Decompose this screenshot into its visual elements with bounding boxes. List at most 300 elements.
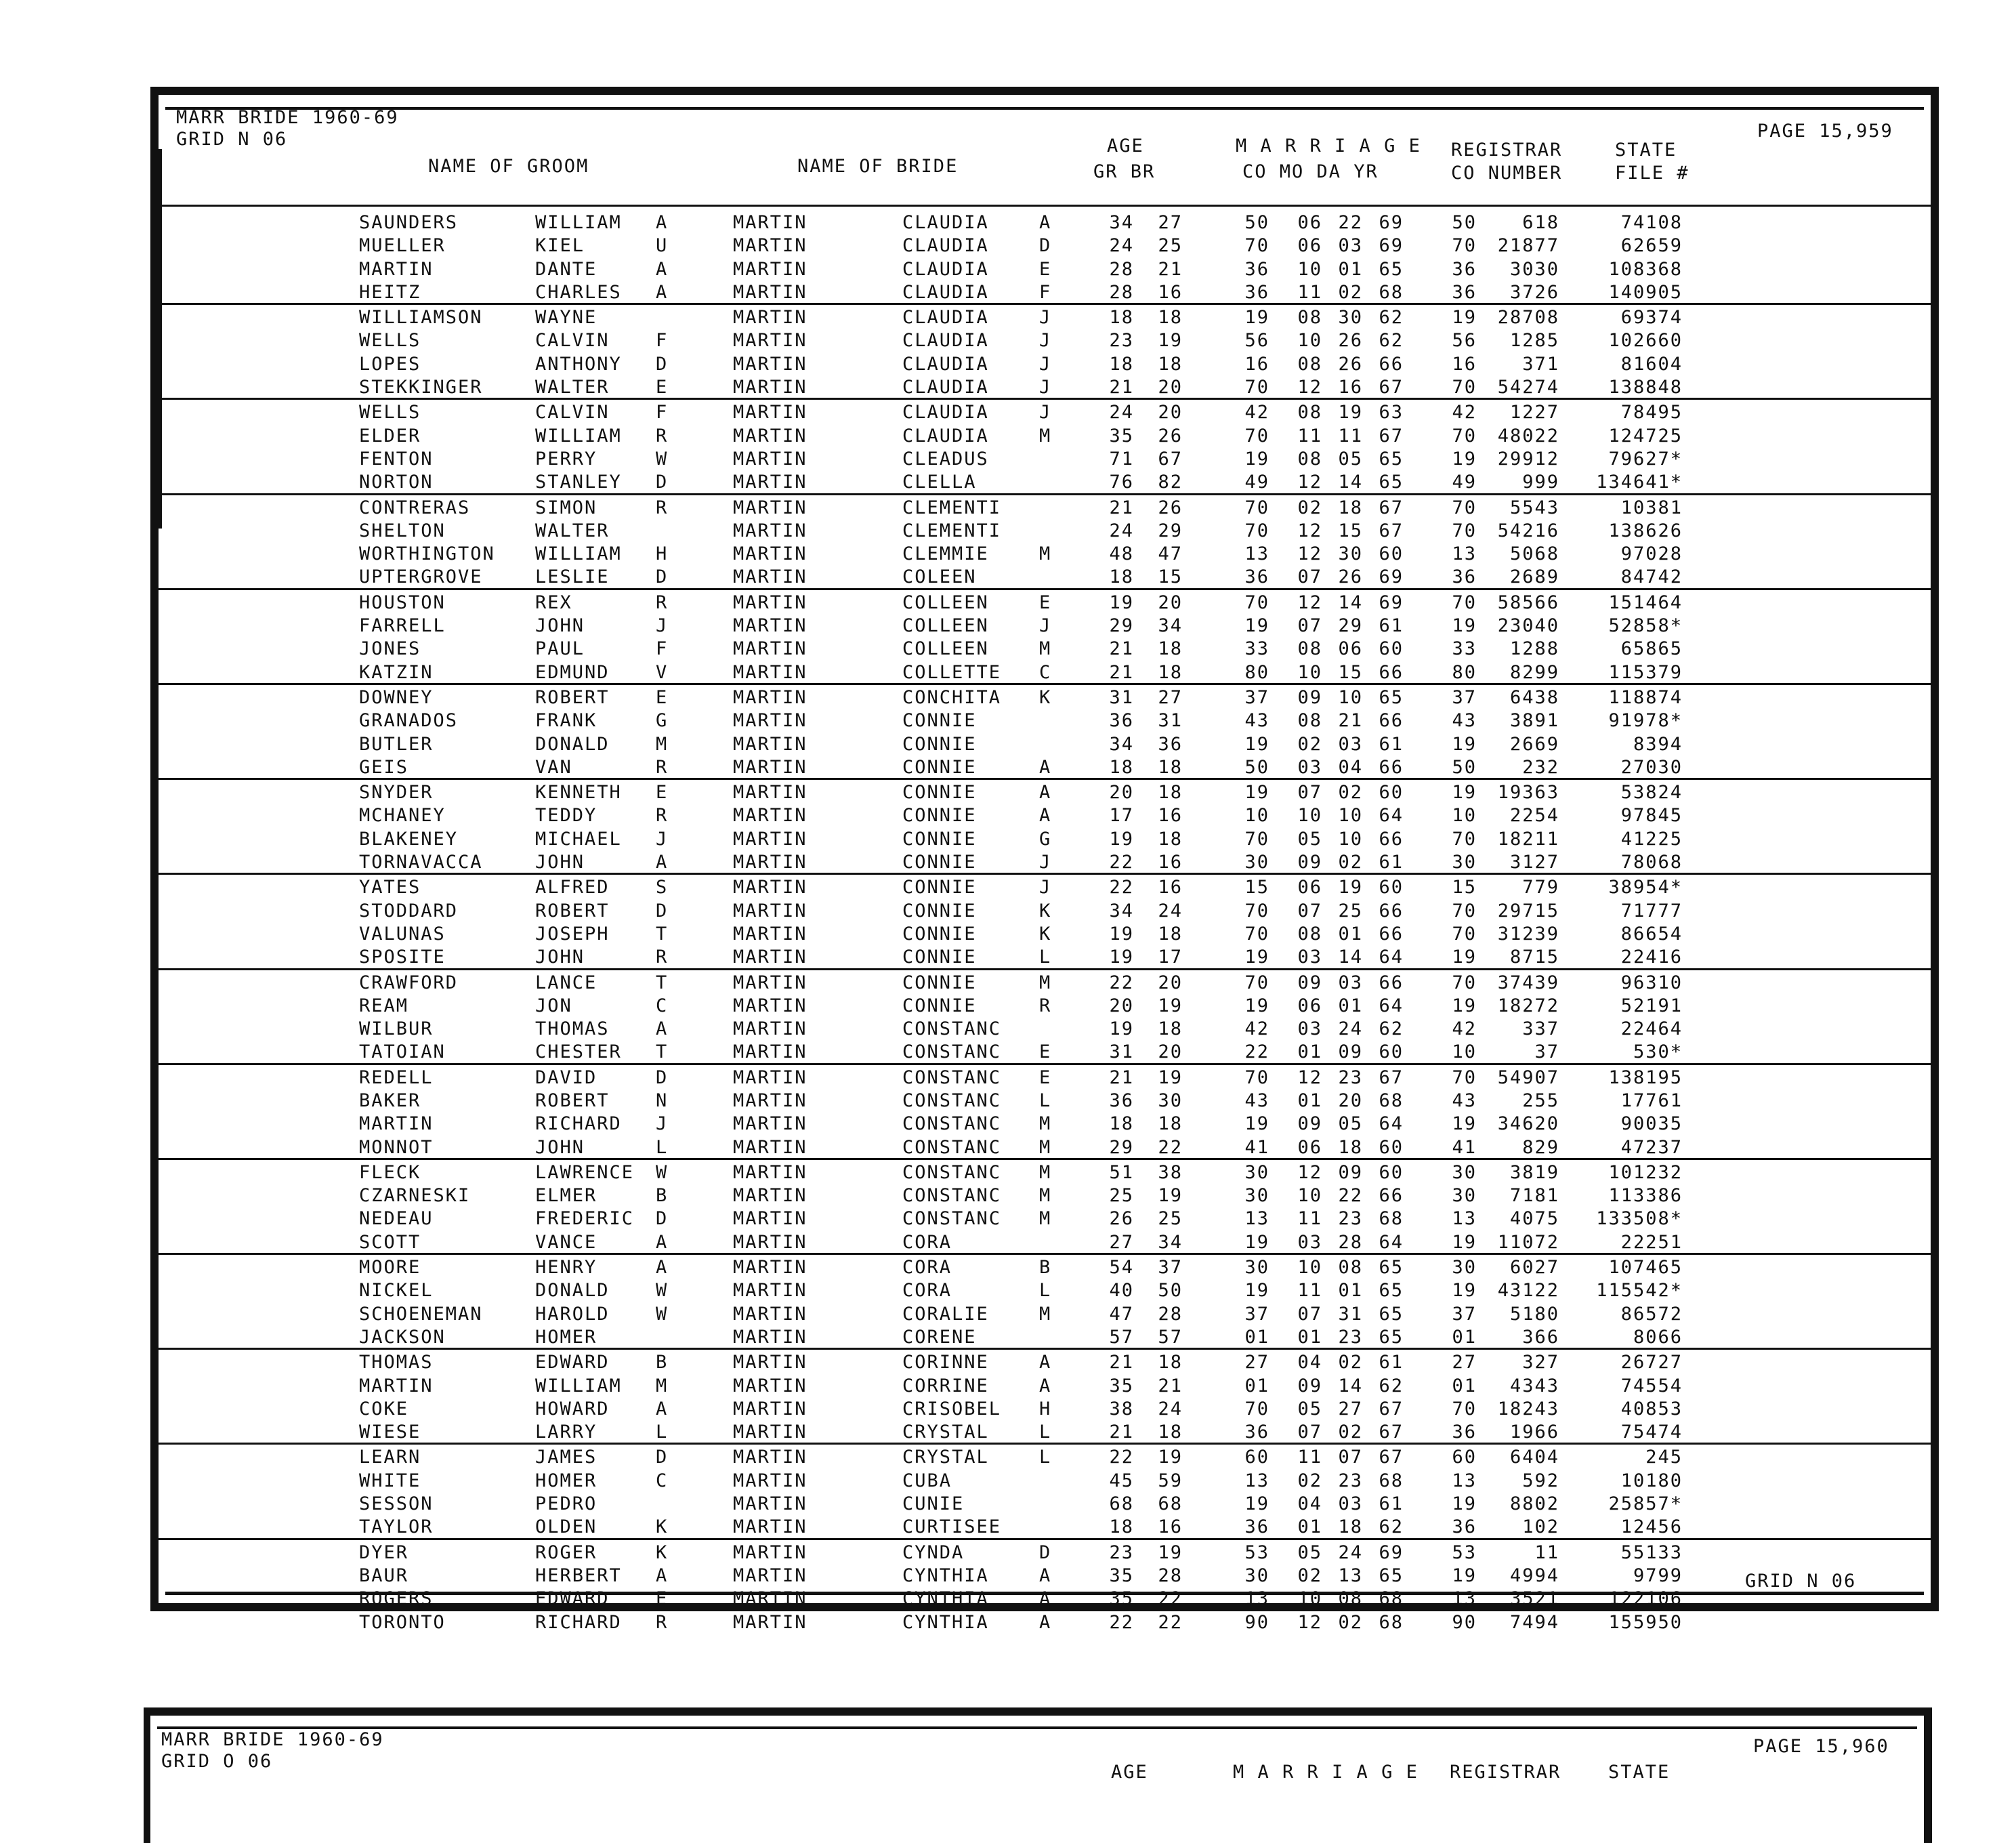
table-row	[159, 1183, 1931, 1206]
marriage-year: 64	[1379, 1231, 1404, 1253]
marriage-month: 07	[1297, 900, 1322, 922]
table-row	[159, 564, 1931, 587]
registrar-county: 70	[1452, 425, 1477, 447]
groom-middle-initial: R	[656, 756, 669, 778]
bride-surname: MARTIN	[733, 1113, 807, 1135]
groom-age: 21	[1109, 497, 1134, 518]
marriage-day: 01	[1338, 258, 1363, 280]
registrar-number: 34620	[1497, 1113, 1559, 1135]
bride-age: 18	[1158, 307, 1183, 329]
marriage-day: 18	[1338, 1516, 1363, 1538]
marriage-month: 03	[1297, 947, 1322, 968]
marriage-day: 20	[1338, 1090, 1363, 1111]
groom-middle-initial: W	[656, 1280, 669, 1302]
registrar-number: 11072	[1497, 1231, 1559, 1253]
registrar-county: 19	[1452, 995, 1477, 1016]
groom-surname: SNYDER	[359, 782, 434, 804]
state-file-number: 155950	[1608, 1611, 1683, 1633]
marriage-month: 10	[1297, 1257, 1322, 1279]
bride-surname: MARTIN	[733, 1516, 807, 1538]
bride-first-name: CORA	[902, 1280, 952, 1302]
table-row	[159, 1538, 1931, 1563]
groom-first-name: DONALD	[535, 1280, 610, 1302]
state-file-number: 27030	[1620, 756, 1683, 778]
groom-middle-initial: E	[656, 782, 669, 804]
table-row	[159, 968, 1931, 993]
groom-age: 20	[1109, 995, 1134, 1016]
bride-surname: MARTIN	[733, 852, 807, 873]
bride-middle-initial: A	[1039, 782, 1052, 804]
marriage-county: 37	[1244, 686, 1269, 708]
registrar-county: 30	[1452, 1161, 1477, 1183]
bride-first-name: CLAUDIA	[902, 212, 989, 233]
bride-surname: MARTIN	[733, 995, 807, 1016]
marriage-day: 08	[1338, 1588, 1363, 1610]
bride-middle-initial: A	[1039, 212, 1052, 233]
groom-age: 17	[1109, 805, 1134, 827]
table-row	[159, 1348, 1931, 1373]
bride-first-name: CONNIE	[902, 756, 977, 778]
registrar-number: 3521	[1509, 1588, 1559, 1610]
bride-age: 59	[1158, 1470, 1183, 1491]
marriage-county: 10	[1244, 805, 1269, 827]
registrar-county: 70	[1452, 497, 1477, 518]
state-file-number: 8066	[1633, 1326, 1683, 1348]
groom-surname: MARTIN	[359, 258, 434, 280]
bride-first-name: CLAUDIA	[902, 377, 989, 398]
groom-age: 21	[1109, 1067, 1134, 1088]
marriage-month: 07	[1297, 1303, 1322, 1325]
registrar-county: 37	[1452, 1303, 1477, 1325]
groom-middle-initial: A	[656, 1565, 669, 1586]
groom-middle-initial: M	[656, 733, 669, 755]
bride-age: 21	[1158, 1375, 1183, 1396]
bride-surname: MARTIN	[733, 1067, 807, 1088]
state-file-number: 133508*	[1596, 1208, 1683, 1230]
age-subheader: GR BR	[1093, 161, 1156, 182]
groom-surname: COKE	[359, 1398, 409, 1420]
table-row	[159, 1373, 1931, 1396]
registrar-number: 28708	[1497, 307, 1559, 329]
bride-surname: MARTIN	[733, 782, 807, 804]
groom-surname: JONES	[359, 638, 421, 660]
marriage-day: 03	[1338, 1493, 1363, 1515]
groom-middle-initial: F	[656, 330, 669, 352]
bride-middle-initial: L	[1039, 1280, 1052, 1302]
bride-middle-initial: M	[1039, 1208, 1052, 1230]
bride-surname: MARTIN	[733, 638, 807, 660]
marriage-county: 19	[1244, 1231, 1269, 1253]
table-row	[159, 1514, 1931, 1537]
table-row	[159, 993, 1931, 1016]
registrar-county: 19	[1452, 1113, 1477, 1135]
bride-surname: MARTIN	[733, 805, 807, 827]
marriage-month: 10	[1297, 805, 1322, 827]
bride-middle-initial: E	[1039, 1041, 1052, 1063]
bride-first-name: CORINNE	[902, 1352, 989, 1373]
groom-middle-initial: R	[656, 425, 669, 447]
registrar-number: 366	[1522, 1326, 1559, 1348]
groom-age: 18	[1109, 353, 1134, 375]
registrar-number: 7181	[1509, 1185, 1559, 1207]
state-file-number: 108368	[1608, 258, 1683, 280]
bride-age: 67	[1158, 448, 1183, 470]
marriage-day: 02	[1338, 782, 1363, 804]
bride-middle-initial: M	[1039, 1136, 1052, 1158]
marriage-year: 64	[1379, 805, 1404, 827]
table-row	[159, 945, 1931, 968]
table-row	[159, 778, 1931, 803]
groom-middle-initial: R	[656, 1611, 669, 1633]
marriage-day: 26	[1338, 566, 1363, 588]
groom-age: 31	[1109, 1041, 1134, 1063]
marriage-county: 19	[1244, 1113, 1269, 1135]
groom-first-name: LAWRENCE	[535, 1161, 635, 1183]
groom-surname: BLAKENEY	[359, 828, 459, 850]
bride-age: 16	[1158, 1516, 1183, 1538]
groom-age: 35	[1109, 1565, 1134, 1586]
state-file-number: 78495	[1620, 402, 1683, 423]
marriage-county: 80	[1244, 661, 1269, 683]
table-row	[159, 1443, 1931, 1468]
groom-age: 18	[1109, 756, 1134, 778]
groom-age: 21	[1109, 661, 1134, 683]
groom-surname: SHELTON	[359, 520, 446, 541]
marriage-month: 09	[1297, 972, 1322, 993]
groom-first-name: WAYNE	[535, 307, 597, 329]
table-row	[159, 1468, 1931, 1491]
groom-middle-initial: V	[656, 661, 669, 683]
marriage-year: 64	[1379, 947, 1404, 968]
groom-surname: SAUNDERS	[359, 212, 459, 233]
registrar-county: 42	[1452, 402, 1477, 423]
bride-first-name: CONNIE	[902, 805, 977, 827]
table-row	[159, 850, 1931, 873]
groom-middle-initial: C	[656, 995, 669, 1016]
state-file-number: 9799	[1633, 1565, 1683, 1586]
groom-middle-initial: F	[656, 638, 669, 660]
bride-age: 16	[1158, 805, 1183, 827]
groom-middle-initial: W	[656, 1161, 669, 1183]
bride-surname: MARTIN	[733, 592, 807, 613]
groom-first-name: KENNETH	[535, 782, 622, 804]
bride-surname: MARTIN	[733, 1185, 807, 1207]
bride-surname: MARTIN	[733, 1161, 807, 1183]
bride-age: 68	[1158, 1493, 1183, 1515]
marriage-county: 19	[1244, 1493, 1269, 1515]
bride-first-name: CRYSTAL	[902, 1447, 989, 1468]
groom-surname: DOWNEY	[359, 686, 434, 708]
marriage-month: 12	[1297, 377, 1322, 398]
registrar-number: 1288	[1509, 638, 1559, 660]
registrar-county: 70	[1452, 520, 1477, 541]
marriage-day: 02	[1338, 852, 1363, 873]
bride-surname: MARTIN	[733, 472, 807, 493]
groom-middle-initial: E	[656, 686, 669, 708]
groom-middle-initial: A	[656, 1257, 669, 1279]
state-file-number: 102660	[1608, 330, 1683, 352]
marriage-county: 19	[1244, 782, 1269, 804]
bride-surname: MARTIN	[733, 1090, 807, 1111]
marriage-subheader: CO MO DA YR	[1242, 161, 1379, 182]
groom-first-name: HENRY	[535, 1257, 597, 1279]
bride-first-name: CLEMENTI	[902, 520, 1002, 541]
groom-surname: ROGERS	[359, 1588, 434, 1610]
bride-surname: MARTIN	[733, 307, 807, 329]
groom-first-name: HERBERT	[535, 1565, 622, 1586]
table-row	[159, 1206, 1931, 1229]
groom-first-name: WALTER	[535, 377, 610, 398]
groom-first-name: RICHARD	[535, 1113, 622, 1135]
marriage-month: 03	[1297, 1231, 1322, 1253]
bride-first-name: CYNTHIA	[902, 1565, 989, 1586]
marriage-year: 65	[1379, 1303, 1404, 1325]
registrar-number: 2254	[1509, 805, 1559, 827]
next-report-title: MARR BRIDE 1960-69	[161, 1729, 384, 1750]
groom-age: 22	[1109, 1447, 1134, 1468]
marriage-year: 60	[1379, 1041, 1404, 1063]
table-row	[159, 470, 1931, 493]
marriage-year: 66	[1379, 661, 1404, 683]
registrar-number: 4994	[1509, 1565, 1559, 1586]
registrar-county: 53	[1452, 1541, 1477, 1563]
groom-first-name: EDMUND	[535, 661, 610, 683]
bride-age: 18	[1158, 828, 1183, 850]
registrar-county: 01	[1452, 1326, 1477, 1348]
table-row	[159, 613, 1931, 636]
groom-middle-initial: D	[656, 1067, 669, 1088]
marriage-day: 09	[1338, 1041, 1363, 1063]
registrar-county: 19	[1452, 782, 1477, 804]
marriage-day: 18	[1338, 497, 1363, 518]
groom-surname: NICKEL	[359, 1280, 434, 1302]
bride-surname: MARTIN	[733, 258, 807, 280]
groom-first-name: CHARLES	[535, 281, 622, 303]
marriage-county: 01	[1244, 1326, 1269, 1348]
marriage-month: 09	[1297, 852, 1322, 873]
groom-first-name: WILLIAM	[535, 425, 622, 447]
marriage-month: 01	[1297, 1090, 1322, 1111]
registrar-number: 5068	[1509, 543, 1559, 565]
marriage-county: 60	[1244, 1447, 1269, 1468]
groom-age: 29	[1109, 615, 1134, 637]
groom-surname: FARRELL	[359, 615, 446, 637]
groom-first-name: HOWARD	[535, 1398, 610, 1420]
bride-age: 19	[1158, 995, 1183, 1016]
marriage-county: 19	[1244, 947, 1269, 968]
marriage-county: 36	[1244, 1516, 1269, 1538]
table-row	[159, 398, 1931, 423]
marriage-day: 26	[1338, 330, 1363, 352]
marriage-year: 62	[1379, 330, 1404, 352]
marriage-month: 08	[1297, 448, 1322, 470]
groom-middle-initial: B	[656, 1352, 669, 1373]
bride-age: 27	[1158, 686, 1183, 708]
report-title: MARR BRIDE 1960-69	[176, 107, 399, 128]
next-grid-label: GRID O 06	[161, 1751, 273, 1772]
groom-age: 18	[1109, 307, 1134, 329]
age-header: AGE	[1107, 136, 1144, 157]
groom-surname: DYER	[359, 1541, 409, 1563]
groom-age: 45	[1109, 1470, 1134, 1491]
bride-age: 38	[1158, 1161, 1183, 1183]
state-file-number: 118874	[1608, 686, 1683, 708]
bride-surname: MARTIN	[733, 1303, 807, 1325]
registrar-number: 58566	[1497, 592, 1559, 613]
table-row	[159, 803, 1931, 826]
bride-surname: MARTIN	[733, 661, 807, 683]
groom-age: 23	[1109, 1541, 1134, 1563]
marriage-year: 66	[1379, 710, 1404, 732]
bride-first-name: CONSTANC	[902, 1018, 1002, 1040]
marriage-month: 09	[1297, 686, 1322, 708]
groom-surname: ELDER	[359, 425, 421, 447]
groom-surname: WORTHINGTON	[359, 543, 495, 565]
groom-age: 19	[1109, 1018, 1134, 1040]
groom-first-name: JAMES	[535, 1447, 597, 1468]
groom-middle-initial: R	[656, 947, 669, 968]
marriage-month: 11	[1297, 425, 1322, 447]
groom-surname: CZARNESKI	[359, 1185, 471, 1207]
groom-surname: HEITZ	[359, 281, 421, 303]
groom-surname: MOORE	[359, 1257, 421, 1279]
marriage-month: 09	[1297, 1375, 1322, 1396]
marriage-day: 07	[1338, 1447, 1363, 1468]
bride-middle-initial: E	[1039, 1067, 1052, 1088]
bride-surname: MARTIN	[733, 756, 807, 778]
bride-age: 18	[1158, 353, 1183, 375]
registrar-county: 30	[1452, 1257, 1477, 1279]
state-file-number: 12456	[1620, 1516, 1683, 1538]
registrar-number: 5180	[1509, 1303, 1559, 1325]
groom-first-name: SIMON	[535, 497, 597, 518]
marriage-day: 06	[1338, 638, 1363, 660]
marriage-year: 67	[1379, 425, 1404, 447]
groom-surname: TORONTO	[359, 1611, 446, 1633]
marriage-county: 70	[1244, 900, 1269, 922]
bride-surname: MARTIN	[733, 615, 807, 637]
state-file-number: 97845	[1620, 805, 1683, 827]
marriage-day: 16	[1338, 377, 1363, 398]
registrar-county: 70	[1452, 972, 1477, 993]
registrar-header: REGISTRAR	[1451, 140, 1563, 161]
bride-middle-initial: M	[1039, 1185, 1052, 1207]
registrar-number: 8299	[1509, 661, 1559, 683]
table-row	[159, 636, 1931, 659]
groom-header: NAME OF GROOM	[428, 156, 589, 177]
bride-age: 20	[1158, 972, 1183, 993]
groom-middle-initial: L	[656, 1422, 669, 1443]
registrar-county: 10	[1452, 1041, 1477, 1063]
registrar-number: 18211	[1497, 828, 1559, 850]
bride-age: 30	[1158, 1090, 1183, 1111]
groom-age: 34	[1109, 212, 1134, 233]
bride-age: 26	[1158, 425, 1183, 447]
registrar-number: 1966	[1509, 1422, 1559, 1443]
groom-middle-initial: K	[656, 1541, 669, 1563]
groom-age: 21	[1109, 377, 1134, 398]
groom-middle-initial: C	[656, 1470, 669, 1491]
marriage-day: 18	[1338, 1136, 1363, 1158]
registrar-county: 43	[1452, 1090, 1477, 1111]
bride-age: 18	[1158, 1113, 1183, 1135]
state-file-number: 52858*	[1608, 615, 1683, 637]
registrar-county: 50	[1452, 212, 1477, 233]
bride-first-name: CONNIE	[902, 733, 977, 755]
marriage-day: 04	[1338, 756, 1363, 778]
bride-middle-initial: B	[1039, 1257, 1052, 1279]
bride-age: 15	[1158, 566, 1183, 588]
marriage-day: 14	[1338, 592, 1363, 613]
groom-first-name: ANTHONY	[535, 353, 622, 375]
bride-first-name: COLLETTE	[902, 661, 1002, 683]
groom-age: 40	[1109, 1280, 1134, 1302]
marriage-day: 26	[1338, 353, 1363, 375]
marriage-day: 09	[1338, 1161, 1363, 1183]
bride-age: 20	[1158, 1041, 1183, 1063]
bride-middle-initial: A	[1039, 1352, 1052, 1373]
table-row	[159, 423, 1931, 447]
bride-middle-initial: J	[1039, 307, 1052, 329]
marriage-month: 11	[1297, 1280, 1322, 1302]
registrar-number: 11	[1534, 1541, 1559, 1563]
marriage-month: 03	[1297, 756, 1322, 778]
marriage-month: 07	[1297, 615, 1322, 637]
marriage-county: 70	[1244, 592, 1269, 613]
bride-age: 19	[1158, 1541, 1183, 1563]
registrar-number: 37	[1534, 1041, 1559, 1063]
registrar-subheader: CO NUMBER	[1451, 163, 1563, 184]
groom-age: 68	[1109, 1493, 1134, 1515]
marriage-county: 70	[1244, 235, 1269, 257]
state-file-number: 10180	[1620, 1470, 1683, 1491]
state-file-number: 115379	[1608, 661, 1683, 683]
groom-middle-initial: A	[656, 1018, 669, 1040]
groom-surname: STEKKINGER	[359, 377, 483, 398]
state-file-number: 107465	[1608, 1257, 1683, 1279]
groom-surname: SPOSITE	[359, 947, 446, 968]
registrar-number: 21877	[1497, 235, 1559, 257]
bride-surname: MARTIN	[733, 1257, 807, 1279]
marriage-year: 68	[1379, 1611, 1404, 1633]
marriage-year: 65	[1379, 1326, 1404, 1348]
marriage-month: 06	[1297, 235, 1322, 257]
bride-middle-initial: M	[1039, 1303, 1052, 1325]
state-file-number: 52191	[1620, 995, 1683, 1016]
bride-middle-initial: L	[1039, 1422, 1052, 1443]
marriage-county: 90	[1244, 1611, 1269, 1633]
registrar-county: 60	[1452, 1447, 1477, 1468]
bride-middle-initial: C	[1039, 661, 1052, 683]
registrar-county: 36	[1452, 281, 1477, 303]
registrar-number: 618	[1522, 212, 1559, 233]
state-file-number: 22464	[1620, 1018, 1683, 1040]
groom-surname: BAKER	[359, 1090, 421, 1111]
marriage-year: 69	[1379, 235, 1404, 257]
groom-surname: STODDARD	[359, 900, 459, 922]
state-file-number: 81604	[1620, 353, 1683, 375]
bride-middle-initial: E	[1039, 592, 1052, 613]
bride-first-name: CONSTANC	[902, 1161, 1002, 1183]
state-file-number: 75474	[1620, 1422, 1683, 1443]
table-row	[159, 1563, 1931, 1586]
registrar-county: 19	[1452, 733, 1477, 755]
groom-first-name: ROBERT	[535, 1090, 610, 1111]
bride-middle-initial: A	[1039, 805, 1052, 827]
marriage-county: 43	[1244, 710, 1269, 732]
registrar-number: 6027	[1509, 1257, 1559, 1279]
groom-middle-initial: J	[656, 828, 669, 850]
